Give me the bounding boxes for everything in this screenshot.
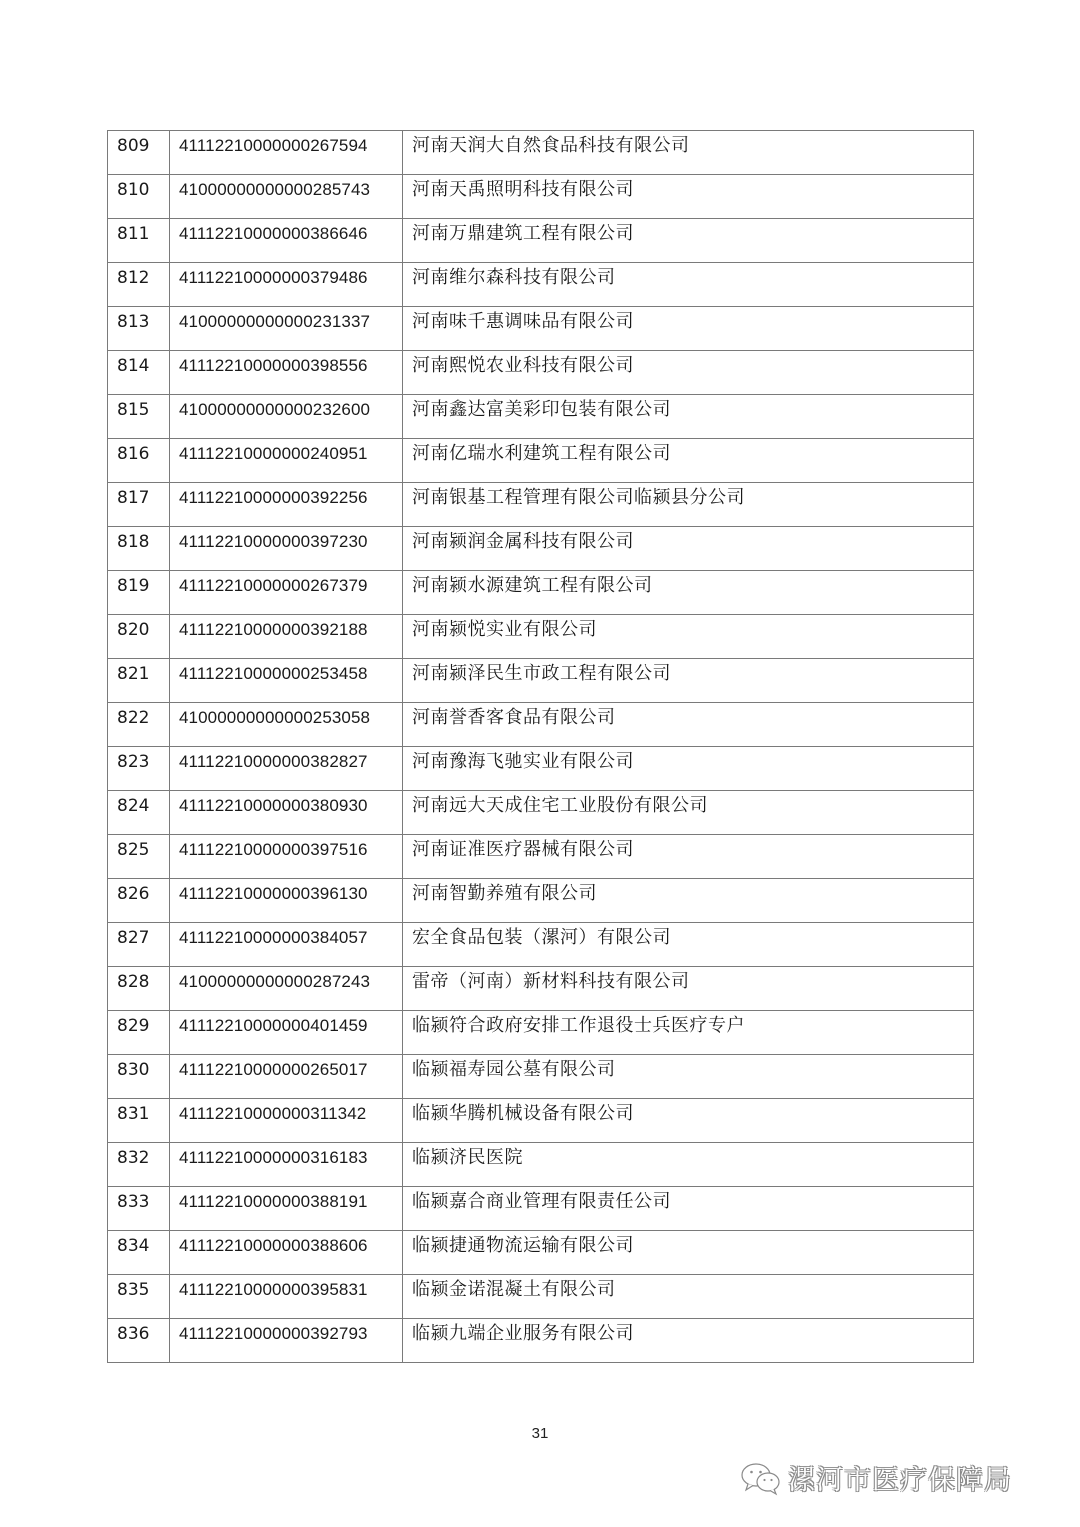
- table-row: [108, 1011, 974, 1055]
- table-row: [108, 659, 974, 703]
- unit-code-cell: 41112210000000388606: [170, 1231, 403, 1275]
- page-number: 31: [531, 1425, 549, 1442]
- row-number-cell: 824: [108, 791, 170, 835]
- row-number-cell: 813: [108, 307, 170, 351]
- table-row: [108, 263, 974, 307]
- row-number-cell: 832: [108, 1143, 170, 1187]
- unit-name-cell: 河南熙悦农业科技有限公司: [403, 351, 974, 395]
- row-number-cell: 830: [108, 1055, 170, 1099]
- unit-code-cell: 41112210000000388191: [170, 1187, 403, 1231]
- unit-code-cell: 41112210000000382827: [170, 747, 403, 791]
- unit-name-cell: 河南银基工程管理有限公司临颍县分公司: [403, 483, 974, 527]
- unit-name-cell: 临颍华腾机械设备有限公司: [403, 1099, 974, 1143]
- table-row: [108, 879, 974, 923]
- row-number-cell: 819: [108, 571, 170, 615]
- unit-code-cell: 41112210000000392793: [170, 1319, 403, 1363]
- unit-name-cell: 河南颍水源建筑工程有限公司: [403, 571, 974, 615]
- table-row: [108, 1319, 974, 1363]
- table-row: [108, 483, 974, 527]
- unit-code-cell: 41112210000000386646: [170, 219, 403, 263]
- table-row: [108, 219, 974, 263]
- row-number-cell: 815: [108, 395, 170, 439]
- unit-code-cell: 41112210000000397230: [170, 527, 403, 571]
- row-number-cell: 826: [108, 879, 170, 923]
- row-number-cell: 821: [108, 659, 170, 703]
- unit-code-cell: 41112210000000395831: [170, 1275, 403, 1319]
- unit-code-cell: 41000000000000232600: [170, 395, 403, 439]
- unit-code-cell: 41112210000000392256: [170, 483, 403, 527]
- row-number-cell: 811: [108, 219, 170, 263]
- row-number-cell: 833: [108, 1187, 170, 1231]
- unit-name-cell: 河南味千惠调味品有限公司: [403, 307, 974, 351]
- row-number-cell: 834: [108, 1231, 170, 1275]
- table-row: [108, 395, 974, 439]
- unit-code-cell: 41112210000000316183: [170, 1143, 403, 1187]
- row-number-cell: 836: [108, 1319, 170, 1363]
- table-row: [108, 615, 974, 659]
- row-number-cell: 829: [108, 1011, 170, 1055]
- unit-code-cell: 41112210000000380930: [170, 791, 403, 835]
- table-row: [108, 791, 974, 835]
- row-number-cell: 828: [108, 967, 170, 1011]
- table-body: [108, 131, 974, 1363]
- table-row: [108, 131, 974, 175]
- unit-name-cell: 临颍福寿园公墓有限公司: [403, 1055, 974, 1099]
- unit-code-cell: 41112210000000265017: [170, 1055, 403, 1099]
- unit-code-cell: 41000000000000285743: [170, 175, 403, 219]
- table-row: [108, 1055, 974, 1099]
- row-number-cell: 817: [108, 483, 170, 527]
- unit-name-cell: 临颍符合政府安排工作退役士兵医疗专户: [403, 1011, 974, 1055]
- unit-name-cell: 河南誉香客食品有限公司: [403, 703, 974, 747]
- unit-code-cell: 41000000000000231337: [170, 307, 403, 351]
- unit-name-cell: 河南天禹照明科技有限公司: [403, 175, 974, 219]
- unit-name-cell: 雷帝（河南）新材料科技有限公司: [403, 967, 974, 1011]
- unit-code-cell: 41112210000000379486: [170, 263, 403, 307]
- table-row: [108, 1275, 974, 1319]
- unit-roster-table: [107, 130, 974, 1363]
- unit-code-cell: 41112210000000397516: [170, 835, 403, 879]
- unit-name-cell: 河南维尔森科技有限公司: [403, 263, 974, 307]
- row-number-cell: 814: [108, 351, 170, 395]
- unit-name-cell: 临颍济民医院: [403, 1143, 974, 1187]
- table-row: [108, 307, 974, 351]
- table-row: [108, 527, 974, 571]
- table-row: [108, 747, 974, 791]
- table-row: [108, 835, 974, 879]
- unit-name-cell: 河南证准医疗器械有限公司: [403, 835, 974, 879]
- row-number-cell: 831: [108, 1099, 170, 1143]
- table-row: [108, 1143, 974, 1187]
- unit-name-cell: 河南豫海飞驰实业有限公司: [403, 747, 974, 791]
- unit-code-cell: 41112210000000240951: [170, 439, 403, 483]
- row-number-cell: 827: [108, 923, 170, 967]
- row-number-cell: 810: [108, 175, 170, 219]
- unit-name-cell: 河南鑫达富美彩印包装有限公司: [403, 395, 974, 439]
- table-row: [108, 351, 974, 395]
- unit-name-cell: 临颍嘉合商业管理有限责任公司: [403, 1187, 974, 1231]
- unit-code-cell: 41112210000000398556: [170, 351, 403, 395]
- unit-name-cell: 河南远大天成住宅工业股份有限公司: [403, 791, 974, 835]
- table-row: [108, 1231, 974, 1275]
- unit-code-cell: 41112210000000401459: [170, 1011, 403, 1055]
- row-number-cell: 820: [108, 615, 170, 659]
- table-row: [108, 439, 974, 483]
- row-number-cell: 809: [108, 131, 170, 175]
- unit-code-cell: 41112210000000267594: [170, 131, 403, 175]
- unit-name-cell: 临颍金诺混凝土有限公司: [403, 1275, 974, 1319]
- unit-name-cell: 河南天润大自然食品科技有限公司: [403, 131, 974, 175]
- unit-name-cell: 河南颍泽民生市政工程有限公司: [403, 659, 974, 703]
- unit-name-cell: 河南亿瑞水利建筑工程有限公司: [403, 439, 974, 483]
- table-row: [108, 703, 974, 747]
- unit-name-cell: 临颍捷通物流运输有限公司: [403, 1231, 974, 1275]
- table-row: [108, 175, 974, 219]
- unit-name-cell: 宏全食品包装（漯河）有限公司: [403, 923, 974, 967]
- unit-name-cell: 河南颍悦实业有限公司: [403, 615, 974, 659]
- table-row: [108, 1099, 974, 1143]
- row-number-cell: 825: [108, 835, 170, 879]
- unit-code-cell: 41000000000000253058: [170, 703, 403, 747]
- row-number-cell: 823: [108, 747, 170, 791]
- row-number-cell: 822: [108, 703, 170, 747]
- watermark: [740, 1458, 1012, 1497]
- row-number-cell: 816: [108, 439, 170, 483]
- watermark-text: 漯河市医疗保障局: [788, 1465, 1012, 1496]
- row-number-cell: 818: [108, 527, 170, 571]
- unit-code-cell: 41000000000000287243: [170, 967, 403, 1011]
- unit-code-cell: 41112210000000311342: [170, 1099, 403, 1143]
- unit-code-cell: 41112210000000267379: [170, 571, 403, 615]
- table-row: [108, 1187, 974, 1231]
- unit-code-cell: 41112210000000253458: [170, 659, 403, 703]
- unit-code-cell: 41112210000000392188: [170, 615, 403, 659]
- wechat-icon: [740, 1460, 782, 1496]
- unit-name-cell: 河南智勤养殖有限公司: [403, 879, 974, 923]
- unit-name-cell: 河南万鼎建筑工程有限公司: [403, 219, 974, 263]
- row-number-cell: 812: [108, 263, 170, 307]
- table-row: [108, 967, 974, 1011]
- row-number-cell: 835: [108, 1275, 170, 1319]
- table-row: [108, 571, 974, 615]
- table-row: [108, 923, 974, 967]
- unit-code-cell: 41112210000000396130: [170, 879, 403, 923]
- unit-code-cell: 41112210000000384057: [170, 923, 403, 967]
- unit-name-cell: 临颍九端企业服务有限公司: [403, 1319, 974, 1363]
- unit-name-cell: 河南颍润金属科技有限公司: [403, 527, 974, 571]
